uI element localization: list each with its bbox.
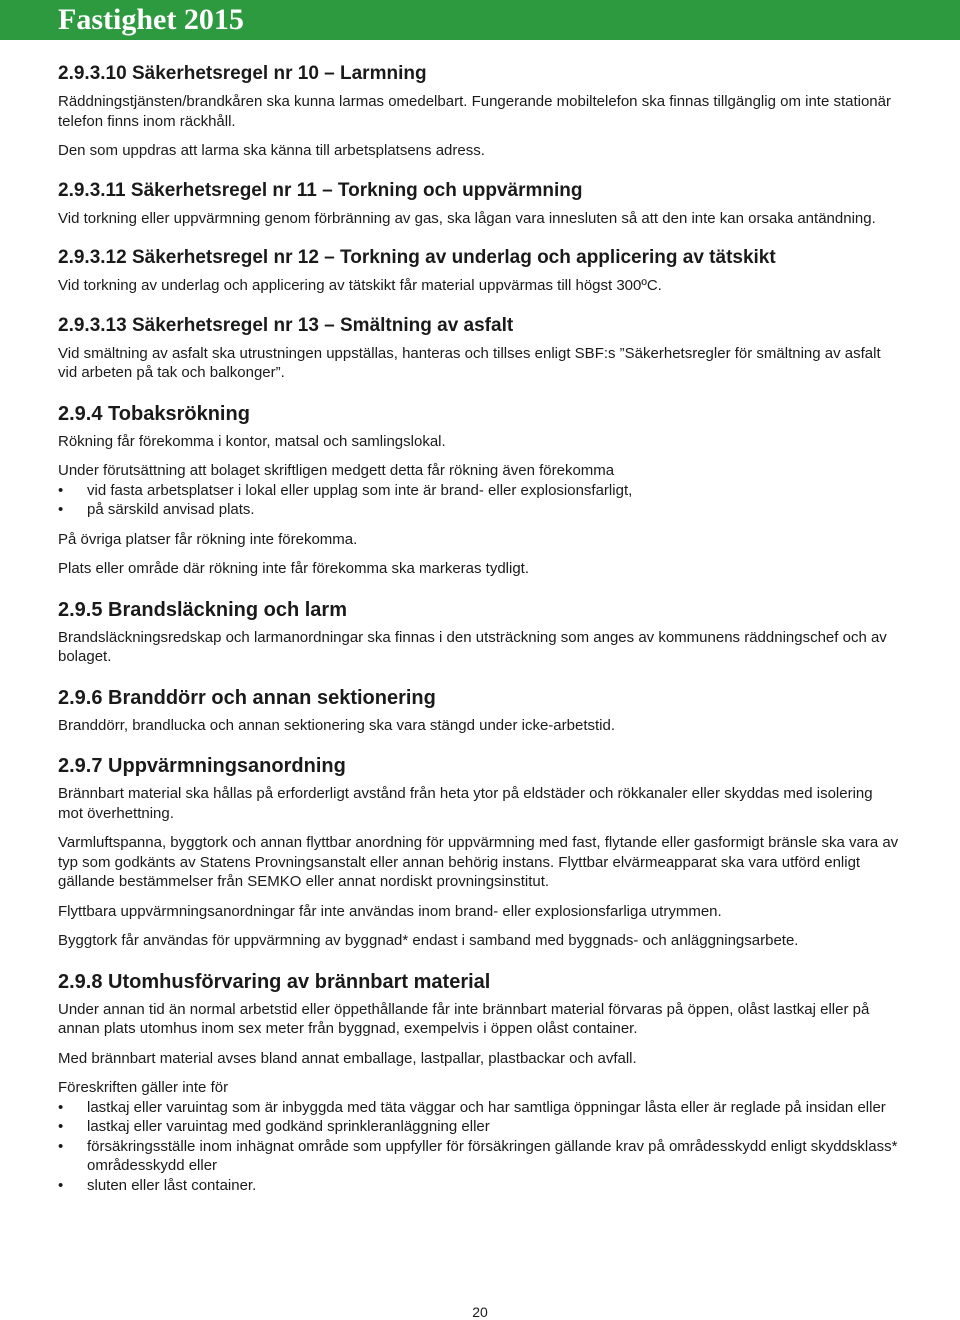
paragraph: Föreskriften gäller inte för [58, 1079, 229, 1096]
paragraph: Plats eller område där rökning inte får förekomma ska markeras tydligt. [58, 560, 530, 577]
bullet-icon: • [58, 501, 64, 518]
paragraph: Vid torkning av underlag och applicering av tätskikt får material uppvärmas till högst 300ºC. [58, 277, 662, 294]
section-heading-2-9-6: 2.9.6 Branddörr och annan sektionering [58, 686, 436, 709]
list-item-text: försäkringsställe inom inhägnat område som uppfyller för försäkringen gällande krav på områdesskydd enligt skyddsklass* områdesskydd eller [87, 1137, 898, 1174]
document-title: Fastighet 2015 [58, 3, 244, 36]
list-item-text: på särskild anvisad plats. [87, 501, 255, 518]
paragraph: På övriga platser får rökning inte förekomma. [58, 530, 358, 548]
list-item-text: sluten eller låst container. [87, 1176, 257, 1194]
list-item-text: vid fasta arbetsplatser i lokal eller upplag som inte är brand- eller explosionsfarligt, [87, 481, 633, 499]
bullet-list [58, 1098, 900, 1196]
header-banner [0, 0, 960, 40]
paragraph: Vid torkning eller uppvärmning genom förbränning av gas, ska lågan vara innesluten så att den inte kan orsaka antändning. [58, 209, 876, 227]
page-number: 20 [472, 1304, 488, 1320]
list-item-text: lastkaj eller varuintag med godkänd sprinkleranläggning eller [87, 1118, 490, 1135]
page-content [58, 62, 900, 1205]
section-heading-2-9-5: 2.9.5 Brandsläckning och larm [58, 598, 347, 621]
bullet-list [58, 481, 900, 520]
paragraph: Brandsläckningsredskap och larmanordningar ska finnas i den utsträckning som anges av kommunens räddningschef och av bolaget. [58, 628, 887, 665]
paragraph: Rökning får förekomma i kontor, matsal och samlingslokal. [58, 432, 446, 450]
bullet-icon: • [58, 1118, 64, 1135]
bullet-icon: • [58, 1098, 64, 1116]
section-heading-2-9-7: 2.9.7 Uppvärmningsanordning [58, 755, 346, 777]
paragraph: Brännbart material ska hållas på erforderligt avstånd från heta ytor på eldstäder och rökkanaler eller skyddas med isolering mot överhettning. [58, 785, 873, 822]
bullet-icon: • [58, 481, 64, 499]
section-heading-2-9-3-12: 2.9.3.12 Säkerhetsregel nr 12 – Torkning av underlag och applicering av tätskikt [58, 247, 776, 268]
list-item [58, 1137, 900, 1176]
list-item [58, 1117, 900, 1137]
paragraph: Vid smältning av asfalt ska utrustningen uppställas, hanteras och tillses enligt SBF:s ”Säkerhetsregler för smältning av asfalt vid arbeten på tak och balkonger”. [58, 344, 881, 381]
paragraph: Byggtork får användas för uppvärmning av byggnad* endast i samband med byggnads- och anläggningsarbete. [58, 932, 799, 949]
paragraph: Under förutsättning att bolaget skriftligen medgett detta får rökning även förekomma [58, 462, 615, 479]
paragraph: Räddningstjänsten/brandkåren ska kunna larmas omedelbart. Fungerande mobiltelefon ska finnas tillgänglig om inte stationär telefon finns inom räckhåll. [58, 93, 891, 130]
list-item [58, 1176, 900, 1196]
list-item [58, 500, 900, 520]
paragraph: Under annan tid än normal arbetstid eller öppethållande får inte brännbart material förvaras på öppen, olåst lastkaj eller på annan plats utomhus inom sex meter från byggnad, exempelvis i öppen olåst container. [58, 1000, 870, 1037]
section-heading-2-9-4: 2.9.4 Tobaksrökning [58, 402, 250, 425]
bullet-icon: • [58, 1137, 64, 1155]
section-heading-2-9-3-13: 2.9.3.13 Säkerhetsregel nr 13 – Smältning av asfalt [58, 314, 514, 336]
list-item [58, 1098, 900, 1118]
paragraph: Flyttbara uppvärmningsanordningar får inte användas inom brand- eller explosionsfarliga utrymmen. [58, 902, 722, 920]
list-item-text: lastkaj eller varuintag som är inbyggda med täta väggar och har samtliga öppningar låsta eller är reglade på insidan eller [87, 1098, 886, 1116]
paragraph: Varmluftspanna, byggtork och annan flyttbar anordning för uppvärmning med fast, flytande eller gasformigt bränsle ska vara av typ som godkänts av Statens Provningsanstalt eller annan behörig instans. Flyttbar elvärmeapparat ska vara utförd enligt gällande bestämmelser från SEMKO eller annat nordiskt provningsinstitut. [58, 834, 899, 890]
list-item [58, 481, 900, 501]
paragraph: Med brännbart material avses bland annat emballage, lastpallar, plastbackar och avfall. [58, 1049, 637, 1067]
paragraph: Branddörr, brandlucka och annan sektionering ska vara stängd under icke-arbetstid. [58, 716, 615, 734]
section-heading-2-9-3-10: 2.9.3.10 Säkerhetsregel nr 10 – Larmning [58, 63, 427, 84]
section-heading-2-9-3-11: 2.9.3.11 Säkerhetsregel nr 11 – Torkning och uppvärmning [58, 179, 583, 201]
section-heading-2-9-8: 2.9.8 Utomhusförvaring av brännbart material [58, 970, 491, 993]
bullet-icon: • [58, 1176, 64, 1194]
paragraph: Den som uppdras att larma ska känna till arbetsplatsens adress. [58, 142, 485, 159]
